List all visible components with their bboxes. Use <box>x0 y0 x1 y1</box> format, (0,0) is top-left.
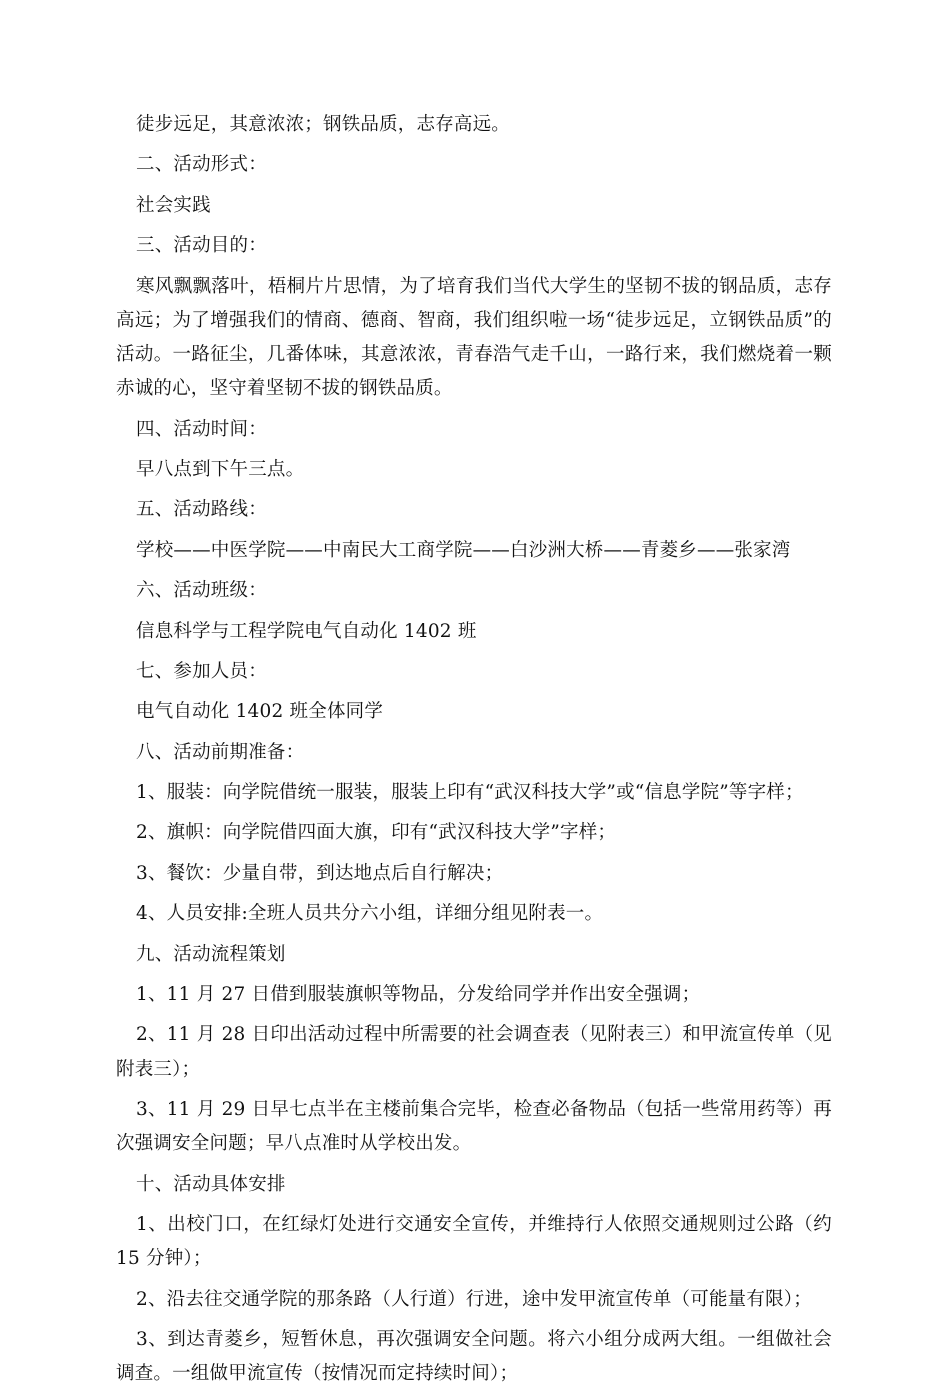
list-item: 1、出校门口，在红绿灯处进行交通安全宣传，并维持行人依照交通规则过公路（约 15 分钟）； <box>116 1214 832 1270</box>
paragraph: 学校——中医学院——中南民大工商学院——白沙洲大桥——青菱乡——张家湾 <box>136 539 791 561</box>
list-item: 2、沿去往交通学院的那条路（人行道）行进，途中发甲流宣传单（可能量有限）； <box>136 1288 812 1310</box>
list-item: 1、11 月 27 日借到服装旗帜等物品，分发给同学并作出安全强调； <box>136 984 701 1006</box>
list-item: 3、到达青菱乡，短暂休息，再次强调安全问题。将六小组分成两大组。一组做社会调查。一组做甲流宣传（按情况而定持续时间）； <box>116 1328 832 1385</box>
list-item: 3、餐饮：少量自带，到达地点后自行解决； <box>136 862 504 884</box>
paragraph: 电气自动化 1402 班全体同学 <box>136 701 384 723</box>
section-heading: 五、活动路线： <box>136 499 267 521</box>
section-heading: 三、活动目的： <box>136 235 267 257</box>
section-heading: 七、参加人员： <box>136 660 267 682</box>
document-page <box>116 108 832 1398</box>
list-item: 3、11 月 29 日早七点半在主楼前集合完毕，检查必备物品（包括一些常用药等）再次强调安全问题；早八点准时从学校出发。 <box>116 1099 832 1155</box>
paragraph: 徒步远足，其意浓浓；钢铁品质，志存高远。 <box>136 114 511 135</box>
section-heading: 十、活动具体安排 <box>136 1173 286 1195</box>
paragraph: 寒风飘飘落叶，梧桐片片思情，为了培育我们当代大学生的坚韧不拔的钢品质，志存高远；为了增强我们的情商、德商、智商，我们组织啦一场“徒步远足，立钢铁品质”的活动。一路征尘，几番体味，其意浓浓，青春浩气走千山，一路行来，我们燃烧着一颗赤诚的心，坚守着坚韧不拔的钢铁品质。 <box>116 275 832 400</box>
section-heading: 四、活动时间： <box>136 418 267 440</box>
list-item: 2、11 月 28 日印出活动过程中所需要的社会调查表（见附表三）和甲流宣传单（见附表三）； <box>116 1024 832 1080</box>
list-item: 1、服装：向学院借统一服装，服装上印有“武汉科技大学”或“信息学院”等字样； <box>136 782 804 804</box>
section-heading: 八、活动前期准备： <box>136 741 305 763</box>
section-heading: 九、活动流程策划 <box>136 943 286 965</box>
section-heading: 六、活动班级： <box>136 580 267 602</box>
paragraph: 早八点到下午三点。 <box>136 458 305 480</box>
paragraph: 信息科学与工程学院电气自动化 1402 班 <box>136 620 477 642</box>
list-item: 4、人员安排:全班人员共分六小组，详细分组见附表一。 <box>136 903 604 925</box>
paragraph: 社会实践 <box>136 194 211 216</box>
section-heading: 二、活动形式： <box>136 154 267 176</box>
list-item: 2、旗帜：向学院借四面大旗，印有“武汉科技大学”字样； <box>136 822 617 844</box>
